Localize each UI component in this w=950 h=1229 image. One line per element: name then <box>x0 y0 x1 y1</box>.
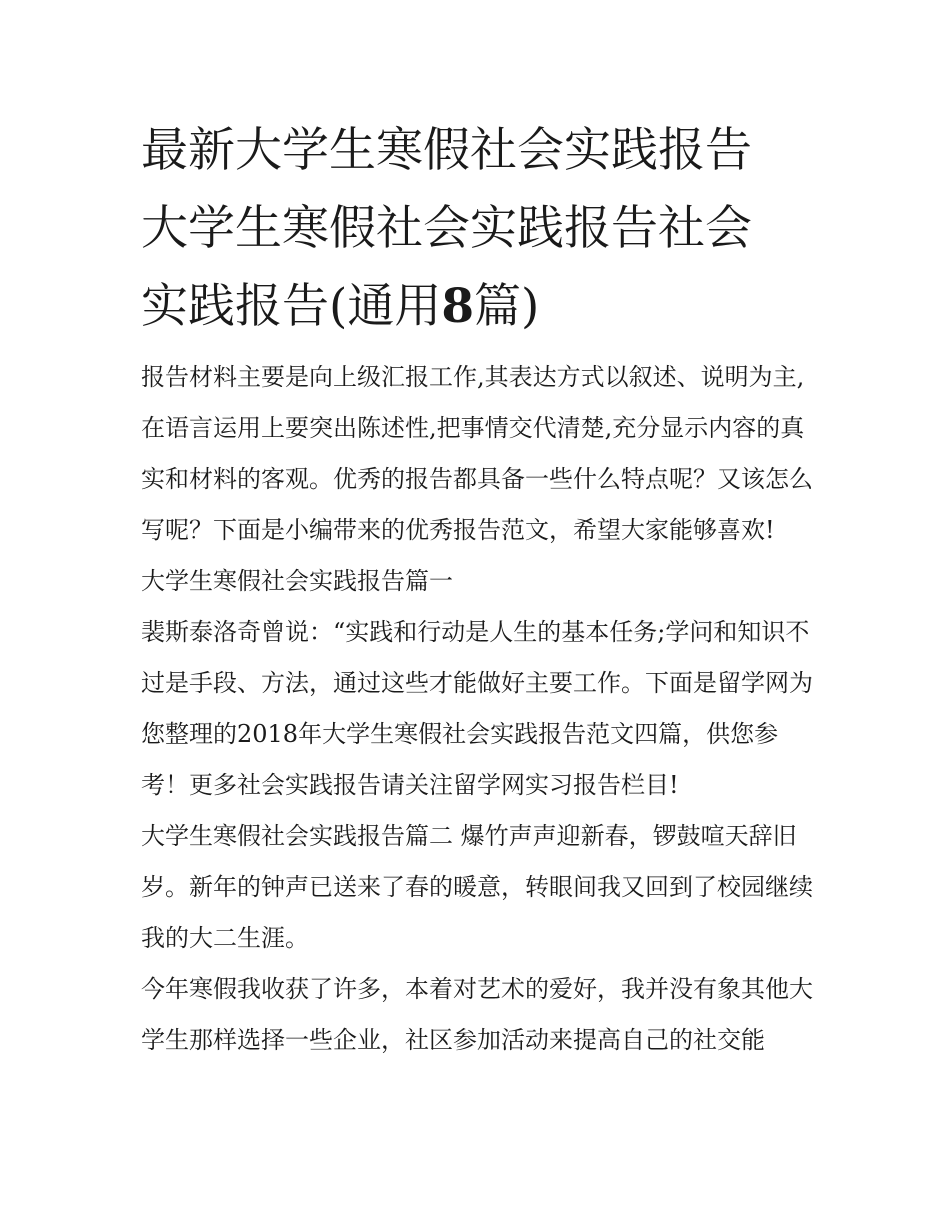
section-heading-2-paragraph: 大学生寒假社会实践报告篇二 爆竹声声迎新春，锣鼓喧天辞旧岁。新年的钟声已送来了春的暖意，转眼间我又回到了校园继续我的大二生涯。 <box>141 822 813 952</box>
title-line-3-post: 篇) <box>474 279 540 334</box>
document-body <box>141 112 821 1066</box>
title-line-3-number: 8 <box>441 279 475 334</box>
body-paragraph-2: 今年寒假我收获了许多，本着对艺术的爱好，我并没有象其他大学生那样选择一些企业，社区参加活动来提高自己的社交能 <box>141 975 813 1054</box>
body-paragraph-1: 裴斯泰洛奇曾说：“实践和行动是人生的基本任务;学问和知识不过是手段、方法，通过这些才能做好主要工作。下面是留学网为您整理的2018年大学生寒假社会实践报告范文四篇，供您参考！更多社会实践报告请关注留学网实习报告栏目! <box>141 618 813 799</box>
section-heading-1: 大学生寒假社会实践报告篇一 <box>141 567 453 595</box>
title-line-1: 最新大学生寒假社会实践报告 <box>141 123 752 178</box>
intro-paragraph: 报告材料主要是向上级汇报工作,其表达方式以叙述、说明为主,在语言运用上要突出陈述性,把事情交代清楚,充分显示内容的真实和材料的客观。优秀的报告都具备一些什么特点呢？又该怎么写呢？下面是小编带来的优秀报告范文，希望大家能够喜欢! <box>141 363 813 544</box>
document-title <box>141 112 821 346</box>
title-line-2: 大学生寒假社会实践报告社会 <box>141 201 752 256</box>
title-line-3-pre: 实践报告(通用 <box>141 279 442 334</box>
